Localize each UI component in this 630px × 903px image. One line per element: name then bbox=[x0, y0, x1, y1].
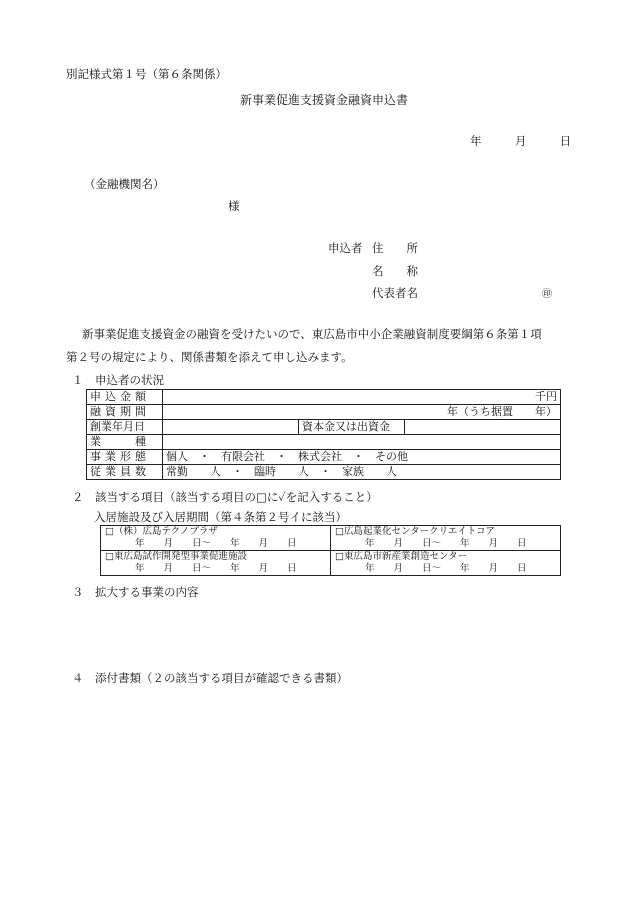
facility-table bbox=[100, 525, 561, 576]
term-label: 融資期間 bbox=[87, 405, 163, 420]
section-2-heading: ２ 該当する項目（該当する項目の□に✓を記入すること） bbox=[72, 490, 378, 504]
staff-value[interactable]: 常勤 人 ・ 臨時 人 ・ 家族 人 bbox=[163, 465, 561, 480]
bank-name-label: （金融機関名） bbox=[84, 177, 165, 191]
facility-4-period: 年 月 日～ 年 月 日 bbox=[365, 563, 527, 574]
founded-label: 創業年月日 bbox=[87, 420, 163, 435]
business-type-value[interactable]: 個人 ・ 有限会社 ・ 株式会社 ・ その他 bbox=[163, 450, 561, 465]
facility-2-name: □広島起業化センタークリエイトコア bbox=[335, 526, 496, 537]
address-label: 住 所 bbox=[372, 241, 418, 255]
business-type-label: 事業形態 bbox=[87, 450, 163, 465]
table-row bbox=[87, 450, 561, 465]
term-value[interactable]: 年（うち据置 年） bbox=[163, 405, 561, 420]
facility-3-name: □東広島試作開発型事業促進施設 bbox=[105, 551, 247, 562]
date-month: 月 bbox=[514, 134, 527, 148]
capital-label: 資本金又は出資金 bbox=[299, 420, 405, 435]
facility-4[interactable] bbox=[331, 551, 561, 576]
table-row bbox=[87, 465, 561, 480]
facility-2[interactable] bbox=[331, 526, 561, 551]
industry-label: 業 種 bbox=[87, 435, 163, 450]
date-line bbox=[470, 133, 571, 149]
representative-label: 代表者名 bbox=[372, 286, 418, 300]
table-row bbox=[101, 551, 561, 576]
date-day: 日 bbox=[559, 134, 572, 148]
seal-mark: ㊞ bbox=[542, 289, 552, 300]
table-row bbox=[87, 420, 561, 435]
date-year: 年 bbox=[470, 134, 482, 148]
facility-2-period: 年 月 日～ 年 月 日 bbox=[365, 538, 527, 549]
facility-1-period: 年 月 日～ 年 月 日 bbox=[135, 538, 297, 549]
facility-3[interactable] bbox=[101, 551, 331, 576]
section-4-heading: ４ 添付書類（２の該当する項目が確認できる書類） bbox=[72, 671, 348, 685]
staff-label: 従業員数 bbox=[87, 465, 163, 480]
capital-value[interactable] bbox=[405, 420, 561, 435]
section-3-heading: ３ 拡大する事業の内容 bbox=[72, 585, 199, 599]
amount-unit[interactable]: 千円 bbox=[163, 390, 561, 405]
table-row bbox=[101, 526, 561, 551]
intro-text-line-2: 第２号の規定により、関係書類を添えて申し込みます。 bbox=[66, 350, 353, 364]
table-row bbox=[87, 435, 561, 450]
intro-text-line-1: 新事業促進支援資金の融資を受けたいので、東広島市中小企業融資制度要綱第６条第１項 bbox=[82, 327, 542, 341]
section-1-heading: １ 申込者の状況 bbox=[72, 373, 164, 387]
amount-label: 申込金額 bbox=[87, 390, 163, 405]
table-row bbox=[87, 405, 561, 420]
form-number-label: 別記様式第１号（第６条関係） bbox=[66, 67, 227, 81]
applicant-status-table bbox=[86, 389, 561, 480]
sama-label: 様 bbox=[228, 199, 240, 213]
name-label: 名 称 bbox=[372, 264, 418, 278]
facility-1-name: □（株）広島テクノプラザ bbox=[105, 526, 218, 537]
facility-1[interactable] bbox=[101, 526, 331, 551]
document-title: 新事業促進支援資金融資申込書 bbox=[240, 93, 409, 107]
table-row bbox=[87, 390, 561, 405]
founded-value[interactable] bbox=[163, 420, 299, 435]
facility-4-name: □東広島市新産業創造センター bbox=[335, 551, 468, 562]
industry-value[interactable] bbox=[163, 435, 561, 450]
facility-3-period: 年 月 日～ 年 月 日 bbox=[135, 563, 297, 574]
applicant-label: 申込者 bbox=[328, 241, 363, 255]
section-2-subheading: 入居施設及び入居期間（第４条第２号イに該当） bbox=[94, 510, 347, 524]
